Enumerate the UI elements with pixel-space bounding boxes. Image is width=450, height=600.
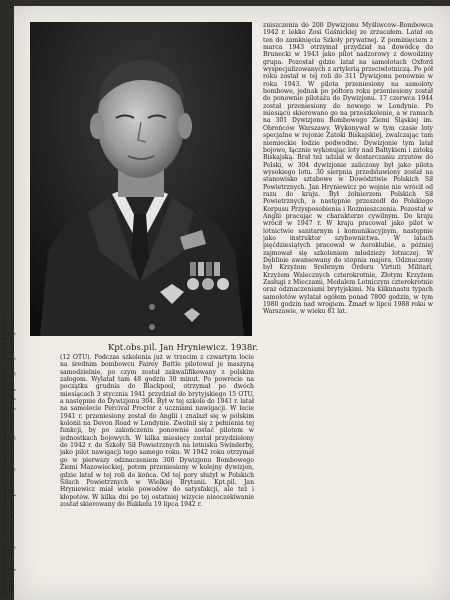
vertical-margin-note: [0, 300, 20, 600]
portrait-photo: [30, 22, 252, 336]
vertical-margin-note-text: Zdjęcie odczytu i podziękowanie utrzymane w nazwach z Poznańska i Wilna z lipca 1935 r. Jan Hryniewicz siedzi pierwszy od lewej; czwarty kpt.pil. Ignacy Skarżyński.: [0, 315, 16, 596]
left-text-column: [60, 354, 254, 598]
right-column-paragraph: zniszczenia do 200 Dywizjonu Myśliwców–Bombowca 1942 r. lekko Zosi Gaśnickiej ze zrzucałem. Latał on ten do zamknięcia Szkoły prywatnej. Z pominięciem z marca 1943 otrzymał przydział na dowódcę do Brunecki w 1943 jako pilot nadzorowy z dowodziny grupa. Pozostał gdzie latał na samolotach Oxford wyspecjalizowanych z artylerią przeciwlotniczą. Po pół roku został w tej roli do 311 Dywizjonu ponownie w roku 1943. W pilota przeniesiony na samoloty bombowe, jednak po półtora roku przeniesiony został do ponownie pilotażu do Dywizjonu. 17 czerwca 1944 został przeniesiony do nowego w Londynie. Po miesiącu skierowano go na przeszkolenie, a w ramach na 301 Dywizjonu Bombowego Ziemi Śląskiej im. Obrońców Warszawy. Wykonywał w tym czasie loty specjalne w rejonie Zatoki Biskajskiej, zwalczając tam niemieckie łodzie podwodne. Dywizjonie tym latał bojowo, łącznie wykonując loty nad Bałtykiem i zatoką Biskajską. Brał też udział w dostarczaniu zrzutów do Polski, w 304 dywizjonie zaliczony był jako pilota wysokiego lotu. 30 sierpnia przedstawiony został na stanowisko sztabowe w Dowództwie Polskich Sił Powietrznych. Jan Hryniewicz po wojnie nie wrócił od razu do kraju. Był żołnierzem Polskich Sił Powietrznych, a następnie przeszedł do Polskiego Korpusu Przysposobienia i Rozmieszczenia. Pozostał w Anglii pracując w charakterze cywilnym. Do kraju wrócił w 1947 r. W kraju pracował jako pilot w lotnictwie sanitarnym i komunikacyjnym, następnie jako instruktor szybownictwa. W latach pięćdziesiątych pracował w Aeroklubie, a później zajmował się szkoleniem młodzieży lotniczej. W Dęblinie awansowany do stopnia majora. Odznaczony był Krzyżem Srebrnym Orderu Virtuti Militari, Krzyżem Walecznych czterokrotnie, Złotym Krzyżem Zasługi z Mieczami, Medalem Lotniczym czterokrotnie oraz odznaczeniami brytyjskimi. Na kilkunastu typach samolotów wylatał ogółem ponad 7800 godzin, w tym 1980 godzin nad wrogiem. Zmarł w lipcu 1988 roku w Warszawie, w wieku 81 lat.: [263, 22, 433, 316]
right-text-column: [263, 22, 433, 596]
photo-caption: Kpt.obs.pil. Jan Hryniewicz. 1938r.: [108, 343, 259, 353]
left-column-paragraph: (12 OTU). Podczas szkolenia już w trzecim z czwartym locie na średnim bombowcu Fairey Battle pilotował je maszyną samodzielnie, po czym został zakwalifikowany z polskim załogom. Wylatał tam 48 godzin 30 minut. Po powrocie na początku grudnia do Blackpool, otrzymał po dwóch miesiącach 3 stycznia 1941 przydział do brytyjskiego 15 OTU, a następnie do Dywizjonu 304. Był w tej szkole do 1941 r. latał na samolocie Percival Proctor z uczniami nawigacji. W lecie 1941 r. przeniesiony został do Anglii i znalazł się w polskim kolonii na Devon Road w Londynie. Zwolnił się z pełnienia tej funkcji, by po zakończeniu ponownie zostać pilotem w jednostkach bojowych. W kilka miesięcy został przydzielony do 1942 r. do Szkoły Sił Powietrznych na lotnisku Swinderby, jako pilot nawigacji tego samego roku. W 1942 roku otrzymał go w pierwszy odznaczeniem 300 Dywizjonu Bombowego Ziemi Mazowieckiej, potem przeniesiony w kolejny dywizjon, gdzie latał w tej roli do końca. Od tej pory służył w Polskich Siłach Powietrznych w Wielkiej Brytanii. Kpt.pil. Jan Hryniewicz miał wiele powodów do satysfakcji, ale też i kłopotów. W kilka dni po tej ostatniej wizycie nieoczekiwanie został skierowany do Bukkelu 19 lipca 1942 r.: [60, 354, 254, 508]
